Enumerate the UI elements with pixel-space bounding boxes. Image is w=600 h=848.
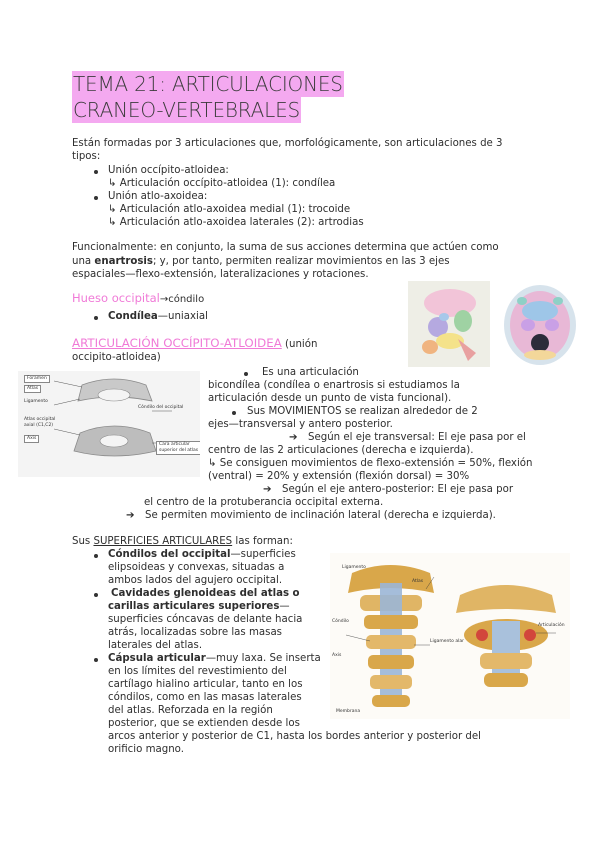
desc-line-12: Se permiten movimiento de inclinación lateral (derecha e izquierda).	[145, 510, 496, 521]
desc-line-9: (ventral) = 20% y extensión (flexión dorsal) = 30%	[208, 471, 470, 482]
articulacion-heading: ARTICULACIÓN OCCÍPITO-ATLOIDEA (unión	[72, 336, 318, 350]
desc-line-6: Según el eje transversal: El eje pasa por el	[308, 432, 526, 443]
superficie-3-l6: posterior, que se extienden desde los	[108, 718, 300, 729]
skull-bones-figure	[408, 281, 490, 367]
superficie-2-l4: atrás, localizadas sobre las masas	[108, 627, 282, 638]
desc-line-11: el centro de la protuberancia occipital externa.	[144, 497, 384, 508]
spine-label: Articulación	[538, 623, 565, 628]
superficie-1-l3: ambos lados del agujero occipital.	[108, 575, 283, 586]
superficie-2-l3: superficies cóncavas de delante hacia	[108, 614, 303, 625]
bullet-dot	[94, 658, 98, 662]
spine-label: Membrana	[336, 709, 361, 714]
superficie-3-l5: del atlas. Reforzada en la región	[108, 705, 273, 716]
superficies-intro: Sus SUPERFICIES ARTICULARES las forman:	[72, 536, 293, 547]
bullet-dot	[94, 593, 98, 597]
desc-line-8: ↳ Se consiguen movimientos de flexo-extensión = 50%, flexión	[208, 458, 533, 469]
atlas-label: Cara articular superior del atlas	[156, 441, 200, 455]
page-title-line-1: TEMA 21: ARTICULACIONES	[73, 72, 343, 96]
intro-text-2: tipos:	[72, 151, 101, 162]
atlas-label: Atlas	[24, 385, 41, 393]
arrow-icon: ➔	[289, 432, 298, 443]
cervical-spine-figure	[330, 553, 570, 719]
bullet-dot	[244, 372, 248, 376]
union-1-label: Unión occípito-atloidea:	[108, 165, 229, 176]
bullet-dot	[94, 170, 98, 174]
skull-base-figure	[500, 281, 580, 367]
spine-label: Cóndilo	[332, 619, 349, 624]
atlas-label: Atlas occipital	[24, 417, 56, 422]
bullet-dot	[94, 554, 98, 558]
spine-label: Atlas	[412, 579, 424, 584]
page-title-line-2: CRANEO-VERTEBRALES	[73, 98, 301, 122]
superficie-3-l2: en los límites del revestimiento del	[108, 666, 287, 677]
desc-line-2: bicondílea (condílea o enartrosis si estudiamos la	[208, 380, 460, 391]
bullet-dot	[94, 316, 98, 320]
union-2-sub-1: ↳ Articulación atlo-axoidea medial (1): trocoide	[108, 204, 351, 215]
funcional-text-3: espaciales—flexo-extensión, lateralizaciones y rotaciones.	[72, 269, 369, 280]
superficie-2-l5: laterales del atlas.	[108, 640, 203, 651]
spine-label: Axis	[332, 653, 342, 658]
atlas-label: Foramen	[24, 375, 50, 383]
desc-line-4: Sus MOVIMIENTOS se realizan alrededor de 2	[247, 406, 478, 417]
spine-label: Ligamento alar	[430, 639, 464, 644]
funcional-text-1: Funcionalmente: en conjunto, la suma de sus acciones determina que actúen como	[72, 242, 499, 253]
condilea-line: Condílea—uniaxial	[108, 311, 208, 322]
superficie-2-l2: carillas articulares superiores—	[108, 601, 290, 612]
atlas-label: axial (C1,C2)	[24, 423, 54, 428]
atlas-label: Ligamento	[24, 399, 48, 404]
superficie-1: Cóndilos del occipital—superficies	[108, 549, 296, 560]
superficie-3-l4: cóndilos, como en las masas laterales	[108, 692, 302, 703]
intro-text-1: Están formadas por 3 articulaciones que, morfológicamente, son articulaciones de 3	[72, 138, 503, 149]
union-1-sub-1: ↳ Articulación occípito-atloidea (1): condílea	[108, 178, 336, 189]
articulacion-heading-2: occipito-atloidea)	[72, 352, 161, 363]
superficie-2: Cavidades glenoideas del atlas o	[111, 588, 300, 599]
superficie-1-l2: elipsoideas y convexas, situadas a	[108, 562, 285, 573]
desc-line-5: ejes—transversal y antero posterior.	[208, 419, 393, 430]
desc-line-1: Es una articulación	[262, 367, 359, 378]
arrow-icon: ➔	[126, 510, 135, 521]
atlas-label: Cóndilo del occipital	[138, 405, 184, 410]
superficie-3-l7: arcos anterior y posterior de C1, hasta los bordes anterior y posterior del	[108, 731, 481, 742]
desc-line-10: Según el eje antero-posterior: El eje pasa por	[282, 484, 514, 495]
superficie-3: Cápsula articular—muy laxa. Se inserta	[108, 653, 321, 664]
union-2-label: Unión atlo-axoidea:	[108, 191, 208, 202]
arrow-icon: ➔	[263, 484, 272, 495]
superficie-3-l3: cartílago hialino articular, tanto en los	[108, 679, 303, 690]
spine-label: Ligamento	[342, 565, 366, 570]
union-2-sub-2: ↳ Articulación atlo-axoidea laterales (2): artrodias	[108, 217, 364, 228]
superficie-3-l8: orificio magno.	[108, 744, 184, 755]
bullet-dot	[94, 196, 98, 200]
atlas-axis-figure	[18, 371, 200, 477]
desc-line-3: articulación desde un punto de vista funcional).	[208, 393, 452, 404]
atlas-label: Axis	[24, 435, 39, 443]
desc-line-7: centro de las 2 articulaciones (derecha e izquierda).	[208, 445, 474, 456]
bullet-dot	[232, 411, 236, 415]
hueso-occipital-line: Hueso occipital→cóndilo	[72, 291, 205, 305]
funcional-text-2: una enartrosis; y, por tanto, permiten realizar movimientos en las 3 ejes	[72, 256, 450, 267]
